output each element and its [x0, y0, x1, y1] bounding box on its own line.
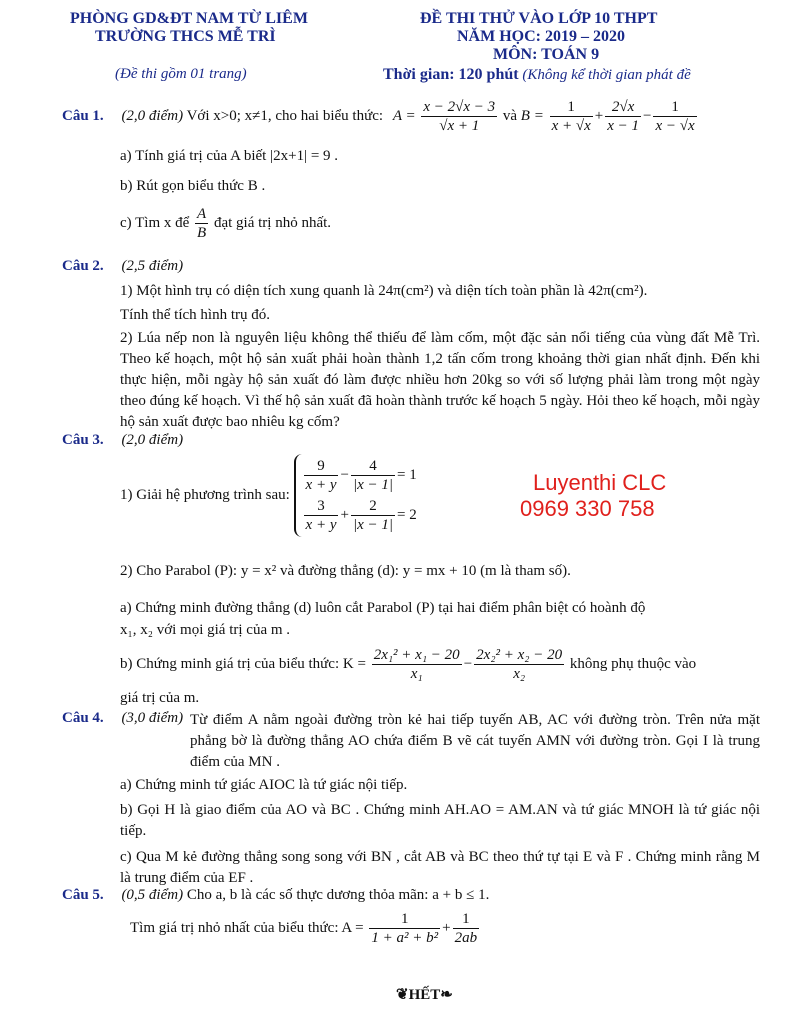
watermark-phone: 0969 330 758: [520, 496, 655, 521]
q5-label: Câu 5.: [62, 887, 104, 903]
q1-intro: Với x>0; x≠1, cho hai biểu thức:: [186, 107, 384, 124]
q3-label: Câu 3.: [62, 432, 104, 448]
q1-part-a: a) Tính giá trị của A biết |2x+1| = 9 .: [120, 148, 339, 164]
q3-heading: [62, 432, 183, 449]
q2-part1-cont: Tính thể tích hình trụ đó.: [120, 307, 270, 323]
q1-part-b: b) Rút gọn biểu thức B .: [120, 178, 266, 194]
q1-and: và: [502, 107, 518, 124]
q5-intro: Cho a, b là các số thực dương thỏa mãn: a + b ≤ 1.: [186, 887, 490, 903]
end-marker: ❦HẾT❧: [396, 987, 453, 1003]
q3-part1: 1) Giải hệ phương trình sau:: [120, 487, 290, 503]
q4-part-c: c) Qua M kẻ đường thẳng song song với BN , cắt AB và BC theo thứ tự tại E và F . Chứng minh rằng M là trung điểm của EF .: [120, 849, 760, 886]
q3-part2-b-cont: giá trị của m.: [120, 690, 200, 706]
q2-heading: [62, 258, 183, 275]
k-term1: $\frac{\text{2x₁² + x₁ − 20}}{\text{x₁}}$: [373, 647, 460, 682]
equation-1: $\frac{9}{x + y}$ − $\frac{4}{|x - 1|}$ = 1: [305, 458, 417, 493]
school-year: NĂM HỌC: 2019 – 2020: [457, 28, 625, 45]
q2-label: Câu 2.: [62, 258, 104, 274]
k-term2: $\frac{\text{2x₂² + x₂ − 20}}{\text{x₂}}$: [476, 647, 563, 682]
q1-label: Câu 1.: [62, 107, 104, 124]
q2-part1: 1) Một hình trụ có diện tích xung quanh là 24π(cm²) và diện tích toàn phần là 42π(cm²).: [120, 283, 648, 299]
equation-system: [294, 454, 417, 537]
q5-ask: Tìm giá trị nhỏ nhất của biểu thức: A = $\frac{1}{\text{1 + a² + b²}}$ + $\frac{1}{2ab}$: [130, 911, 478, 946]
q3-points: (2,0 điểm): [121, 432, 184, 448]
time-info: [383, 66, 691, 84]
q1-points: (2,0 điểm): [121, 107, 184, 124]
q3-system: [120, 454, 417, 537]
q5-heading: [62, 887, 489, 904]
q5-points: (0,5 điểm): [121, 887, 184, 903]
q4-part-b: b) Gọi H là giao điểm của AO và BC . Chứng minh AH.AO = AM.AN và tứ giác MNOH là tứ giác nội tiếp.: [120, 802, 760, 839]
time-label: Thời gian: 120 phút: [383, 66, 519, 83]
q3-part2-b: b) Chứng minh giá trị của biểu thức: K = $\frac{\text{2x₁² + x₁ − 20}}{\text{x₁}}$ − $\frac{\text{2x₂² + x₂ − 20}}{\text{x₂}}$ không phụ thuộc vào: [120, 647, 697, 682]
q4-points: (3,0 điểm): [121, 710, 184, 726]
q4-label: Câu 4.: [62, 710, 104, 726]
q2-part2: 2) Lúa nếp non là nguyên liệu không thể thiếu để làm cốm, một đặc sản nổi tiếng của vùng đất Mễ Trì. Theo kế hoạch, một hộ sản xuất phải hoàn thành 1,2 tấn cốm trong khoảng thời gian nhất định. Đến khi thực hiện, mỗi ngày hộ sản xuất đó làm được nhiều hơn 20kg so với số lượng phải làm trong một ngày theo đúng kế hoạch. Vì thế hộ sản xuất đã hoàn thành trước kế hoạch 5 ngày. Hỏi theo kế hoạch, mỗi ngày hộ sản xuất được bao nhiêu kg cốm?: [120, 330, 760, 430]
school-name: TRƯỜNG THCS MỄ TRÌ: [95, 28, 276, 45]
subject: MÔN: TOÁN 9: [493, 46, 600, 63]
q4-part-a: a) Chứng minh tứ giác AIOC là tứ giác nội tiếp.: [120, 777, 408, 793]
q5-term1: $\frac{1}{\text{1 + a² + b²}}$: [371, 911, 439, 946]
page-count-note: (Đề thi gồm 01 trang): [115, 66, 247, 82]
q1-b-term2: $\frac{2√x}{x - 1}$: [607, 99, 640, 134]
q1-b-term1: $\frac{1}{x + √x}$: [551, 99, 591, 134]
q3-part2-a: a) Chứng minh đường thẳng (d) luôn cắt Parabol (P) tại hai điểm phân biệt có hoành độ: [120, 600, 646, 616]
time-note: (Không kể thời gian phát đề: [522, 67, 691, 83]
q4-intro: Từ điểm A nằm ngoài đường tròn kẻ hai tiếp tuyến AB, AC với đường tròn. Trên nửa mặt phẳng bờ là đường thẳng AO chứa điểm B vẽ cát tuyến AMN với đường tròn. Gọi I là trung điểm của MN .: [190, 712, 760, 770]
exam-title: ĐỀ THI THỬ VÀO LỚP 10 THPT: [420, 10, 658, 27]
q1-part-c: c) Tìm x để $\frac{A}{B}$ đạt giá trị nhỏ nhất.: [120, 206, 332, 241]
department-name: PHÒNG GD&ĐT NAM TỪ LIÊM: [70, 10, 308, 27]
q2-points: (2,5 điểm): [121, 258, 184, 274]
q5-term2: $\frac{1}{2ab}$: [454, 911, 478, 946]
q4-heading: [62, 710, 183, 727]
q1-a-expression: $\frac{x - 2√x - 3}{√x + 1}$: [423, 99, 496, 134]
q1-line: Câu 1. (2,0 điểm) Với x>0; x≠1, cho hai biểu thức: A = $\frac{x - 2√x - 3}{√x + 1}$ và B = $\frac{1}{x + √x}$ + $\frac{2√x}{x - 1}$ − $\frac{1}{x - √x}$: [62, 99, 695, 134]
q1-b-term3: $\frac{1}{x - √x}$: [655, 99, 695, 134]
watermark-name: Luyenthi CLC: [533, 470, 667, 495]
equation-2: $\frac{3}{x + y}$ + $\frac{2}{|x - 1|}$ = 2: [305, 498, 417, 533]
q3-part2: 2) Cho Parabol (P): y = x² và đường thẳng (d): y = mx + 10 (m là tham số).: [120, 563, 571, 579]
q3-part2-a-cont: x₁, x₂ với mọi giá trị của m .: [120, 622, 291, 638]
